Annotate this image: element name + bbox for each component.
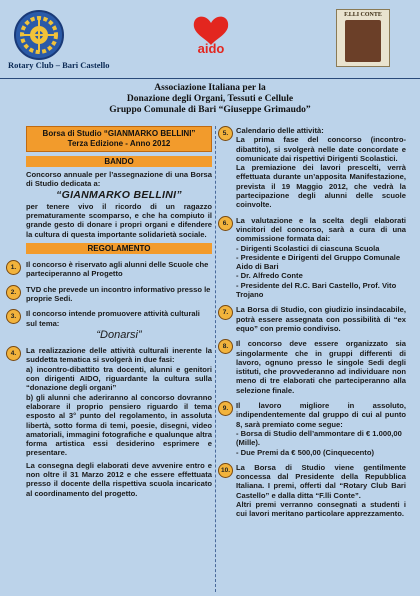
association-heading [0, 83, 420, 116]
rule-10-paragraph-1: La Borsa di Studio viene gentilmente concessa dal Presidente della Repubblica Italiana. I premi, offerti dal “Rotary Club Bari Castello” e dalla ditta “F.lli Conte”. [236, 462, 406, 500]
regolamento-heading: REGOLAMENTO [26, 243, 212, 254]
rotary-logo [12, 8, 66, 62]
rule-6-paragraph-3: - Presidente e Dirigenti del Gruppo Comunale Aido di Bari [236, 252, 401, 272]
rule-number-2: 2. [6, 285, 21, 300]
right-column [220, 126, 406, 519]
donarsi-theme: “Donarsi” [96, 328, 142, 341]
rule-9-paragraph-1: Il lavoro migliore in assoluto, indipendentemente dal gruppo di cui al punto 8, sarà premiato come segue: [236, 401, 406, 429]
rule-8-paragraph-1: Il concorso deve essere organizzato sia singolarmente che in gruppi differenti di lavoro, ognuno presso le singole Sedi degli istituti, che provvederanno ad individuare non meno di tre elaborati che parteciperanno alla selezione finale. [236, 339, 406, 395]
page-header [0, 0, 420, 128]
left-column [10, 126, 212, 498]
rule-number-5: 5. [218, 126, 233, 141]
rule-number-6: 6. [218, 216, 233, 231]
rule-6-paragraph-5: - Presidente del R.C. Bari Castello, Prof. Vito Trojano [236, 280, 397, 300]
rule-5-paragraph-3: La premiazione dei lavori prescelti, verrà effettuata durante un’apposita Manifestazione, prevista il 19 Maggio 2012, che vedrà la partecipazione degli alunni delle scuole coinvolte. [236, 163, 406, 210]
rule-item-3 [10, 309, 212, 328]
rule-number-4: 4. [6, 346, 21, 361]
rule-6-paragraph-2: - Dirigenti Scolastici di ciascuna Scuola [236, 243, 380, 253]
rule-4-paragraph-4: La consegna degli elaborati deve avvenire entro e non oltre il 31 Marzo 2012 e che essere effettuata presso il docente della rispettiva scuola incaricato al coordinamento del progetto. [26, 460, 212, 498]
rule-number-8: 8. [218, 339, 233, 354]
fratelli-conte-logo [336, 9, 390, 67]
gianmarko-name: “GIANMARKO BELLINI” [56, 188, 182, 201]
scholarship-title-box [26, 126, 212, 152]
column-divider [215, 126, 216, 592]
rule-text-3: Il concorso intende promuovere attività culturali sul tema: [26, 309, 200, 328]
association-line-3: Gruppo Comunale di Bari “Giuseppe Grimaudo” [109, 105, 311, 115]
rotary-club-name: Rotary Club – Bari Castello [8, 60, 110, 70]
fratelli-conte-title: F.LLI CONTE [344, 12, 382, 18]
rule-item-2 [10, 284, 212, 304]
bando-intro: Concorso annuale per l’assegnazione di una Borsa di Studio dedicata a: [26, 170, 212, 189]
bando-text: per tenere vivo il ricordo di un ragazzo prematuramente scomparso, e che ha compiuto il grande gesto di donare i propri organi e difendere la cultura di questa importante solidarietà sociale. [26, 201, 212, 239]
association-line-1: Associazione Italiana per la [154, 83, 266, 93]
rule-7-paragraph-1: La Borsa di Studio, con giudizio insindacabile, potrà essere assegnata con possibilità di “ex equo” con premio condiviso. [236, 305, 406, 333]
rule-number-9: 9. [218, 401, 233, 416]
aido-logo [186, 9, 236, 55]
scholarship-title: Borsa di Studio “GIANMARKO BELLINI” [42, 129, 196, 138]
rule-item-9 [220, 401, 406, 457]
rule-4-paragraph-2: a) incontro-dibattito tra docenti, alunni e genitori con dirigenti AIDO, riguardante la cultura sulla “donazione degli organi” [26, 364, 212, 393]
rule-item-6 [220, 216, 406, 300]
rule-4-paragraph-3: b) gli alunni che aderiranno al concorso dovranno elaborare il proprio pensiero riguardo il tema esposto al 3° punto del regolamento, in assoluta libertà, sotto forma di temi, poesie, disegni, video amatoriali, immagini fotografiche e qualunque altra forma artistica essi desiderino esprimere e presentare. [26, 392, 212, 458]
rule-6-paragraph-4: - Dr. Alfredo Conte [236, 271, 303, 281]
rule-4-paragraph-1: La realizzazione delle attività culturali inerente la suddetta tematica si svolgerà in due fasi: [26, 346, 212, 365]
rule-10-paragraph-2: Altri premi verranno consegnati a studenti i cui lavori meritano particolare apprezzamento. [236, 499, 406, 519]
rule-number-1: 1. [6, 260, 21, 275]
rule-item-5 [220, 126, 406, 210]
rule-5-paragraph-2: La prima fase del concorso (incontro-dibattito), si svolgerà nelle date concordate e comunicate dai rispettivi Dirigenti Scolastici. [236, 135, 406, 163]
bando-heading: BANDO [26, 156, 212, 167]
rule-number-7: 7. [218, 305, 233, 320]
rule-item-10 [220, 463, 406, 519]
scholarship-edition: Terza Edizione - Anno 2012 [67, 139, 171, 148]
rule-9-paragraph-3: - Due Premi da € 500,00 (Cinquecento) [236, 447, 374, 457]
aido-logo-text: aido [197, 41, 225, 55]
rule-5-paragraph-1: Calendario delle attività: [236, 126, 324, 135]
rule-9-paragraph-2: - Borsa di Studio dell’ammontare di € 1.000,00 (Mille). [236, 428, 402, 448]
rule-item-8 [220, 339, 406, 395]
fratelli-conte-emblem [345, 20, 381, 62]
rule-item-1 [10, 260, 212, 279]
association-line-2: Donazione degli Organi, Tessuti e Cellule [126, 94, 294, 104]
rule-text-1: Il concorso è riservato agli alunni delle Scuole che parteciperanno al Progetto [26, 260, 209, 279]
rule-item-4 [10, 346, 212, 498]
rule-text-2: TVD che prevede un incontro informativo presso le proprie Sedi. [26, 284, 211, 303]
rule-number-10: 10. [218, 463, 233, 478]
rule-item-7 [220, 305, 406, 333]
header-divider [0, 78, 420, 79]
rule-6-paragraph-1: La valutazione e la scelta degli elaborati vincitori del concorso, sarà a cura di una commissione formata dai: [236, 215, 406, 244]
rule-number-3: 3. [6, 309, 21, 324]
